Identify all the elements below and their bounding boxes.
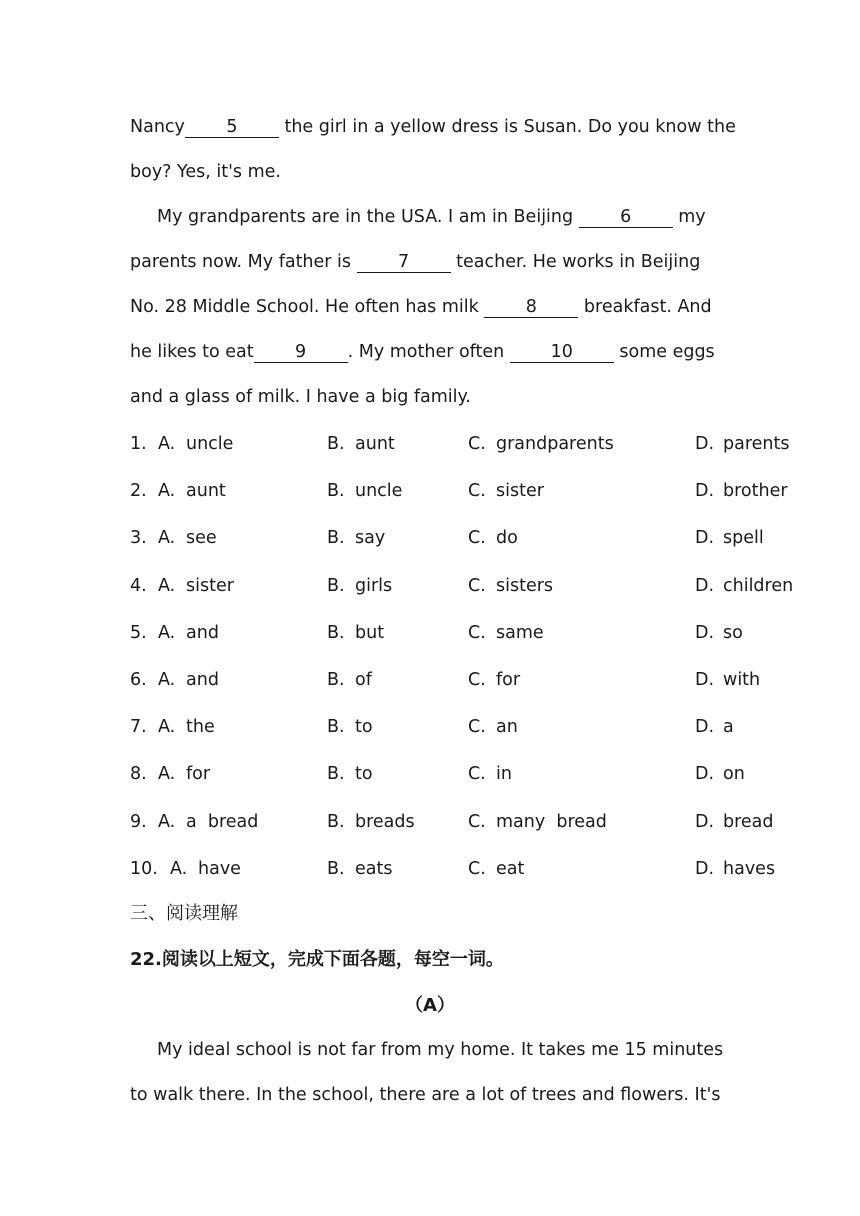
option-letter: B. — [327, 481, 345, 502]
option-a — [158, 526, 217, 550]
passage-text: he likes to eat — [130, 342, 254, 362]
option-c — [468, 668, 520, 692]
passage-text: my — [672, 207, 706, 227]
passage-text: some eggs — [613, 342, 715, 362]
option-text: bread — [723, 811, 774, 832]
question-row — [130, 479, 830, 503]
blank-10: 10 — [510, 342, 614, 363]
question-row — [130, 810, 830, 834]
option-a — [170, 857, 241, 881]
option-b — [327, 526, 385, 550]
option-text: breads — [355, 811, 415, 832]
option-letter: A. — [158, 622, 176, 643]
option-letter: B. — [327, 434, 345, 454]
question-row — [130, 526, 830, 550]
option-text: grandparents — [496, 434, 614, 454]
passage-text: My grandparents are in the USA. I am in Beijing — [157, 207, 579, 227]
option-text: a — [723, 717, 734, 738]
option-c — [468, 621, 544, 645]
option-letter: A. — [170, 858, 188, 879]
option-d — [695, 810, 774, 834]
option-letter: B. — [327, 575, 345, 596]
option-letter: C. — [468, 717, 486, 738]
option-a — [158, 574, 234, 598]
option-d — [695, 715, 734, 739]
option-text: the — [186, 717, 215, 738]
option-text: sister — [496, 481, 544, 502]
question-number: 4. — [130, 575, 147, 596]
question-row — [130, 668, 830, 692]
option-a — [158, 668, 219, 692]
question-number: 10. — [130, 858, 158, 879]
passage-text: No. 28 Middle School. He often has milk — [130, 297, 485, 317]
passage-text: breakfast. And — [578, 297, 712, 317]
option-b — [327, 857, 392, 881]
option-text: for — [186, 764, 211, 785]
option-letter: A. — [158, 764, 176, 785]
option-text: uncle — [355, 481, 403, 502]
passage-line-4 — [130, 250, 700, 274]
passage-line-5 — [130, 295, 712, 319]
option-letter: A. — [158, 528, 176, 549]
option-letter: B. — [327, 811, 345, 832]
option-d — [695, 574, 793, 598]
passage-line-6 — [130, 340, 715, 364]
option-a — [158, 762, 210, 786]
option-text: sisters — [496, 575, 554, 596]
option-text: brother — [723, 481, 788, 502]
option-c — [468, 432, 614, 456]
question-number: 2. — [130, 481, 147, 502]
question-row — [130, 762, 830, 786]
option-letter: D. — [695, 717, 715, 738]
question-row — [130, 621, 830, 645]
option-a — [158, 621, 219, 645]
option-letter: C. — [468, 858, 486, 879]
option-b — [327, 668, 372, 692]
passage-text: parents now. My father is — [130, 252, 357, 272]
option-text: of — [355, 670, 372, 690]
option-d — [695, 668, 760, 692]
option-text: an — [496, 717, 518, 738]
option-d — [695, 762, 745, 786]
option-letter: A. — [158, 670, 176, 690]
option-letter: C. — [468, 670, 486, 690]
question-number: 9. — [130, 811, 147, 832]
option-text: aunt — [186, 481, 226, 502]
option-text: aunt — [355, 434, 395, 454]
option-letter: C. — [468, 575, 486, 596]
option-text: many bread — [496, 811, 607, 832]
option-text: for — [496, 670, 521, 690]
passage-text: teacher. He works in Beijing — [450, 252, 701, 272]
option-b — [327, 479, 402, 503]
option-letter: B. — [327, 670, 345, 690]
reading-line-2: to walk there. In the school, there are a lot of trees and flowers. It's — [130, 1085, 721, 1105]
option-text: do — [496, 528, 518, 549]
passage-line-3 — [157, 205, 706, 229]
option-c — [468, 574, 553, 598]
option-letter: D. — [695, 434, 715, 454]
option-text: in — [496, 764, 512, 785]
option-c — [468, 857, 524, 881]
option-text: say — [355, 528, 386, 549]
option-letter: C. — [468, 528, 486, 549]
passage-text: . My mother often — [347, 342, 510, 362]
option-text: spell — [723, 528, 764, 549]
option-text: eat — [496, 858, 525, 879]
option-text: to — [355, 764, 373, 785]
option-text: same — [496, 622, 544, 643]
option-text: see — [186, 528, 217, 549]
option-letter: D. — [695, 811, 715, 832]
option-letter: A. — [158, 717, 176, 738]
option-letter: D. — [695, 764, 715, 785]
option-a — [158, 432, 233, 456]
option-c — [468, 810, 607, 834]
option-letter: C. — [468, 622, 486, 643]
option-letter: C. — [468, 764, 486, 785]
question-row — [130, 857, 830, 881]
blank-8: 8 — [484, 297, 578, 318]
option-letter: C. — [468, 481, 486, 502]
option-letter: A. — [158, 811, 176, 832]
option-text: to — [355, 717, 373, 738]
option-a — [158, 715, 215, 739]
blank-6: 6 — [579, 207, 673, 228]
option-text: and — [186, 670, 219, 690]
option-b — [327, 621, 384, 645]
option-text: and — [186, 622, 219, 643]
option-c — [468, 526, 518, 550]
question-number: 7. — [130, 717, 147, 738]
question-number: 1. — [130, 434, 147, 454]
option-text: a bread — [186, 811, 259, 832]
option-text: so — [723, 622, 743, 643]
option-b — [327, 762, 373, 786]
option-letter: A. — [158, 481, 176, 502]
option-text: on — [723, 764, 745, 785]
option-text: but — [355, 622, 385, 643]
blank-9: 9 — [254, 342, 348, 363]
option-d — [695, 526, 764, 550]
option-letter: B. — [327, 717, 345, 738]
option-d — [695, 479, 788, 503]
option-c — [468, 715, 518, 739]
passage-line-2: boy? Yes, it's me. — [130, 162, 281, 182]
blank-5: 5 — [185, 117, 279, 138]
passage-text: the girl in a yellow dress is Susan. Do you know the — [278, 117, 736, 137]
option-letter: D. — [695, 528, 715, 549]
option-letter: A. — [158, 434, 176, 454]
question-number: 6. — [130, 670, 147, 690]
option-a — [158, 479, 226, 503]
option-text: haves — [723, 858, 776, 879]
option-b — [327, 574, 392, 598]
option-letter: B. — [327, 764, 345, 785]
option-d — [695, 432, 789, 456]
option-letter: A. — [158, 575, 176, 596]
option-letter: B. — [327, 622, 345, 643]
option-letter: D. — [695, 622, 715, 643]
question-number: 8. — [130, 764, 147, 785]
option-letter: C. — [468, 434, 486, 454]
question-number: 3. — [130, 528, 147, 549]
option-b — [327, 810, 415, 834]
option-letter: B. — [327, 528, 345, 549]
section-title: 三、阅读理解 — [130, 903, 238, 924]
passage-line-7: and a glass of milk. I have a big family. — [130, 387, 471, 407]
option-text: children — [723, 575, 794, 596]
question-row — [130, 432, 830, 456]
option-letter: D. — [695, 481, 715, 502]
option-c — [468, 479, 544, 503]
question-row — [130, 574, 830, 598]
option-a — [158, 810, 258, 834]
option-text: with — [723, 670, 761, 690]
option-c — [468, 762, 512, 786]
passage-line-1 — [130, 115, 736, 139]
reading-line-1: My ideal school is not far from my home. It takes me 15 minutes — [157, 1040, 724, 1060]
question-row — [130, 715, 830, 739]
option-letter: C. — [468, 811, 486, 832]
option-d — [695, 621, 743, 645]
option-text: parents — [723, 434, 790, 454]
option-letter: D. — [695, 670, 715, 690]
passage-text: Nancy — [130, 117, 185, 137]
option-letter: D. — [695, 575, 715, 596]
option-letter: B. — [327, 858, 345, 879]
part-label: （A） — [405, 995, 455, 1016]
option-text: sister — [186, 575, 234, 596]
blank-7: 7 — [357, 252, 451, 273]
option-text: uncle — [186, 434, 234, 454]
task-title: 22.阅读以上短文，完成下面各题，每空一词。 — [130, 949, 504, 970]
option-text: eats — [355, 858, 393, 879]
option-d — [695, 857, 775, 881]
option-letter: D. — [695, 858, 715, 879]
question-number: 5. — [130, 622, 147, 643]
option-text: have — [198, 858, 241, 879]
option-b — [327, 715, 373, 739]
option-b — [327, 432, 395, 456]
option-text: girls — [355, 575, 393, 596]
